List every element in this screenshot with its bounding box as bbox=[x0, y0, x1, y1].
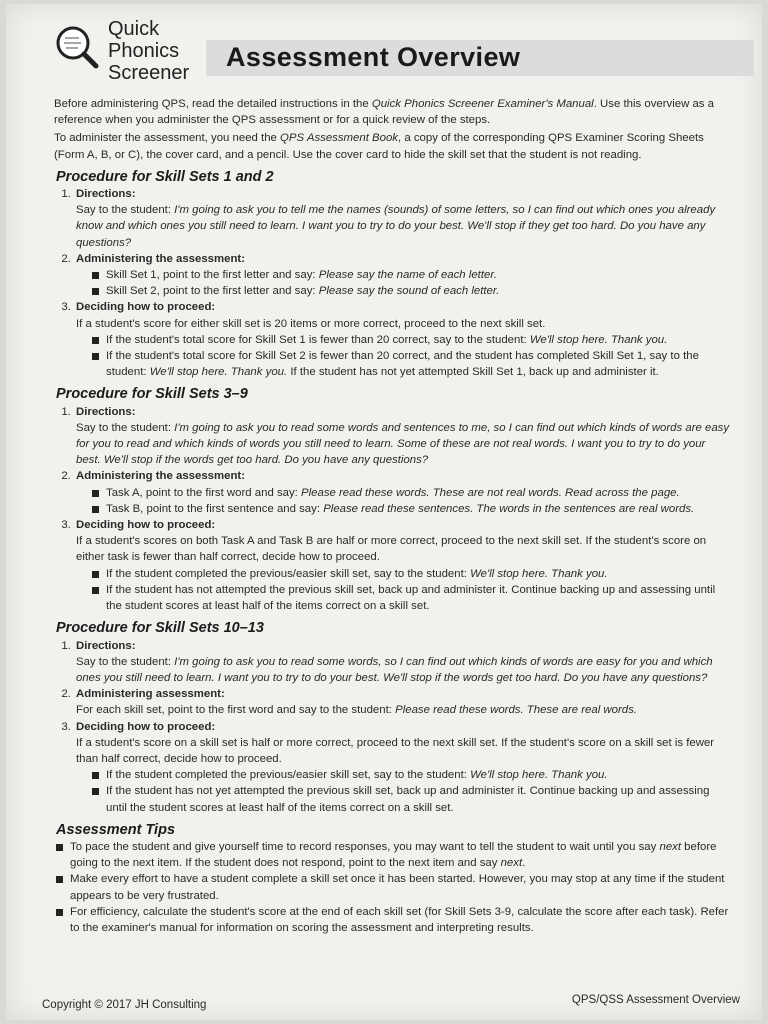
list-item: If the student completed the previous/easier skill set, say to the student: We'll stop here. Thank you. bbox=[92, 566, 730, 582]
list-item: Task A, point to the first word and say: Please read these words. These are not real words. Read across the page. bbox=[92, 485, 730, 501]
tips-title: Assessment Tips bbox=[56, 821, 176, 838]
intro-paragraph-1: Before administering QPS, read the detailed instructions in the Quick Phonics Screener Examiner's Manual. Use this overview as a reference when you administer the QPS assessment or for a quick review of the steps. bbox=[54, 98, 714, 127]
list-item: If the student has not yet attempted the previous skill set, back up and administer it. Continue backing up and assessing until the student scores at least half of the items correct on a skill set. bbox=[92, 783, 730, 815]
step-administering: 2. Administering the assessment: Task A, point to the first word and say: Please read these words. These are not real words. Read across the page. Task B, point to the first sentence and say: Please read these sentences. The words in the sentences are real words. bbox=[74, 468, 730, 517]
list-item: If the student's total score for Skill Set 1 is fewer than 20 correct, say to the student: We'll stop here. Thank you. bbox=[92, 332, 730, 348]
logo-text bbox=[108, 18, 189, 84]
tips-list bbox=[54, 839, 730, 936]
step-directions: 1. Directions: Say to the student: I'm going to ask you to read some words and sentences to me, so I can find out which kinds of words are easy for you to read and which kinds of words you still need to learn. Some of these are not real words. I want you to try to do your best. We'll stop if the words get too hard. Do you have any questions? bbox=[74, 404, 730, 469]
list-item: Skill Set 2, point to the first letter and say: Please say the sound of each letter. bbox=[92, 283, 730, 299]
footer-title: QPS/QSS Assessment Overview bbox=[571, 994, 740, 1006]
step-administering: 2. Administering the assessment: Skill Set 1, point to the first letter and say: Please say the name of each letter. Skill Set 2, point to the first letter and say: Please say the sound of each letter. bbox=[74, 251, 730, 300]
step-proceed: 3. Deciding how to proceed: If a student's score on a skill set is half or more correct, proceed to the next skill set. If the student's score on a skill set is fewer than half correct, decide how to proceed. If the student completed the previous/easier skill set, say to the student: We'll stop here. Thank you. If the student has not yet attempted the previous skill set, back up and administer it. Continue backing up and assessing until the student scores at least half of the items correct on a skill set. bbox=[74, 719, 730, 816]
list-item: If the student completed the previous/easier skill set, say to the student: We'll stop here. Thank you. bbox=[92, 767, 730, 783]
logo-line-3: Screener bbox=[108, 62, 190, 84]
list-item: If the student has not attempted the previous skill set, back up and administer it. Continue backing up and assessing until the student scores at least half of the items correct on a skill set. bbox=[92, 582, 730, 614]
section-3-steps bbox=[54, 638, 730, 816]
step-proceed: 3. Deciding how to proceed: If a student's score for either skill set is 20 items or more correct, proceed to the next skill set. If the student's total score for Skill Set 1 is fewer than 20 correct, say to the student: We'll stop here. Thank you. If the student's total score for Skill Set 2 is fewer than 20 correct, and the student has completed Skill Set 1, say to the student: We'll stop here. Thank you. If the student has not yet attempted Skill Set 1, back up and administer it. bbox=[74, 299, 730, 380]
logo-line-2: Phonics bbox=[108, 40, 180, 62]
list-item: If the student's total score for Skill Set 2 is fewer than 20 correct, and the student has completed Skill Set 1, say to the student: We'll stop here. Thank you. If the student has not yet attempted Skill Set 1, back up and administer it. bbox=[92, 348, 730, 380]
header bbox=[36, 18, 754, 88]
tip-item: To pace the student and give yourself time to record responses, you may want to tell the student to wait until you say next before going to the next item. If the student does not respond, point to the next item and say next. bbox=[56, 839, 730, 871]
logo-line-1: Quick bbox=[108, 18, 160, 40]
section-title-1: Procedure for Skill Sets 1 and 2 bbox=[56, 168, 274, 185]
step-directions: 1. Directions: Say to the student: I'm going to ask you to read some words, so I can find out which kinds of words are easy for you and which ones you still need to learn. I want you to try to do your best. We'll stop if the words get too hard. Do you have any questions? bbox=[74, 638, 730, 687]
step-proceed: 3. Deciding how to proceed: If a student's scores on both Task A and Task B are half or more correct, proceed to the next skill set. If the student's score on either task is fewer than half correct, decide how to proceed. If the student completed the previous/easier skill set, say to the student: We'll stop here. Thank you. If the student has not attempted the previous skill set, back up and administer it. Continue backing up and assessing until the student scores at least half of the items correct on a skill set. bbox=[74, 517, 730, 614]
section-title-2: Procedure for Skill Sets 3–9 bbox=[56, 386, 248, 403]
section-title-3: Procedure for Skill Sets 10–13 bbox=[56, 620, 264, 637]
intro-paragraph-2: To administer the assessment, you need the QPS Assessment Book, a copy of the corresponding QPS Examiner Scoring Sheets (Form A, B, or C), the cover card, and a pencil. Use the cover card to hide the skill set that the student is not reading. bbox=[54, 132, 704, 161]
page bbox=[6, 4, 762, 1020]
section-1-steps bbox=[54, 186, 730, 380]
footer-copyright: Copyright © 2017 JH Consulting bbox=[42, 999, 207, 1011]
list-item: Skill Set 1, point to the first letter and say: Please say the name of each letter. bbox=[92, 267, 730, 283]
section-2-steps bbox=[54, 404, 730, 615]
step-administering: 2. Administering assessment: For each skill set, point to the first word and say to the student: Please read these words. These are real words. bbox=[74, 686, 730, 718]
tip-item: Make every effort to have a student complete a skill set once it has been started. However, you may stop at any time if the student appears to be very frustrated. bbox=[56, 871, 730, 903]
content bbox=[54, 96, 730, 936]
tip-item: For efficiency, calculate the student's score at the end of each skill set (for Skill Sets 3-9, calculate the score after each task). Refer to the examiner's manual for information on scoring the assessment and interpreting results. bbox=[56, 904, 730, 936]
step-directions: 1. Directions: Say to the student: I'm going to ask you to tell me the names (sounds) of some letters, so I can find out which ones you already know and which ones you still need to learn. I want you to try to do your best. We'll stop if they get too hard. Do you have any questions? bbox=[74, 186, 730, 251]
magnifier-logo-icon bbox=[54, 24, 98, 68]
page-title: Assessment Overview bbox=[226, 42, 521, 72]
list-item: Task B, point to the first sentence and say: Please read these sentences. The words in the sentences are real words. bbox=[92, 501, 730, 517]
